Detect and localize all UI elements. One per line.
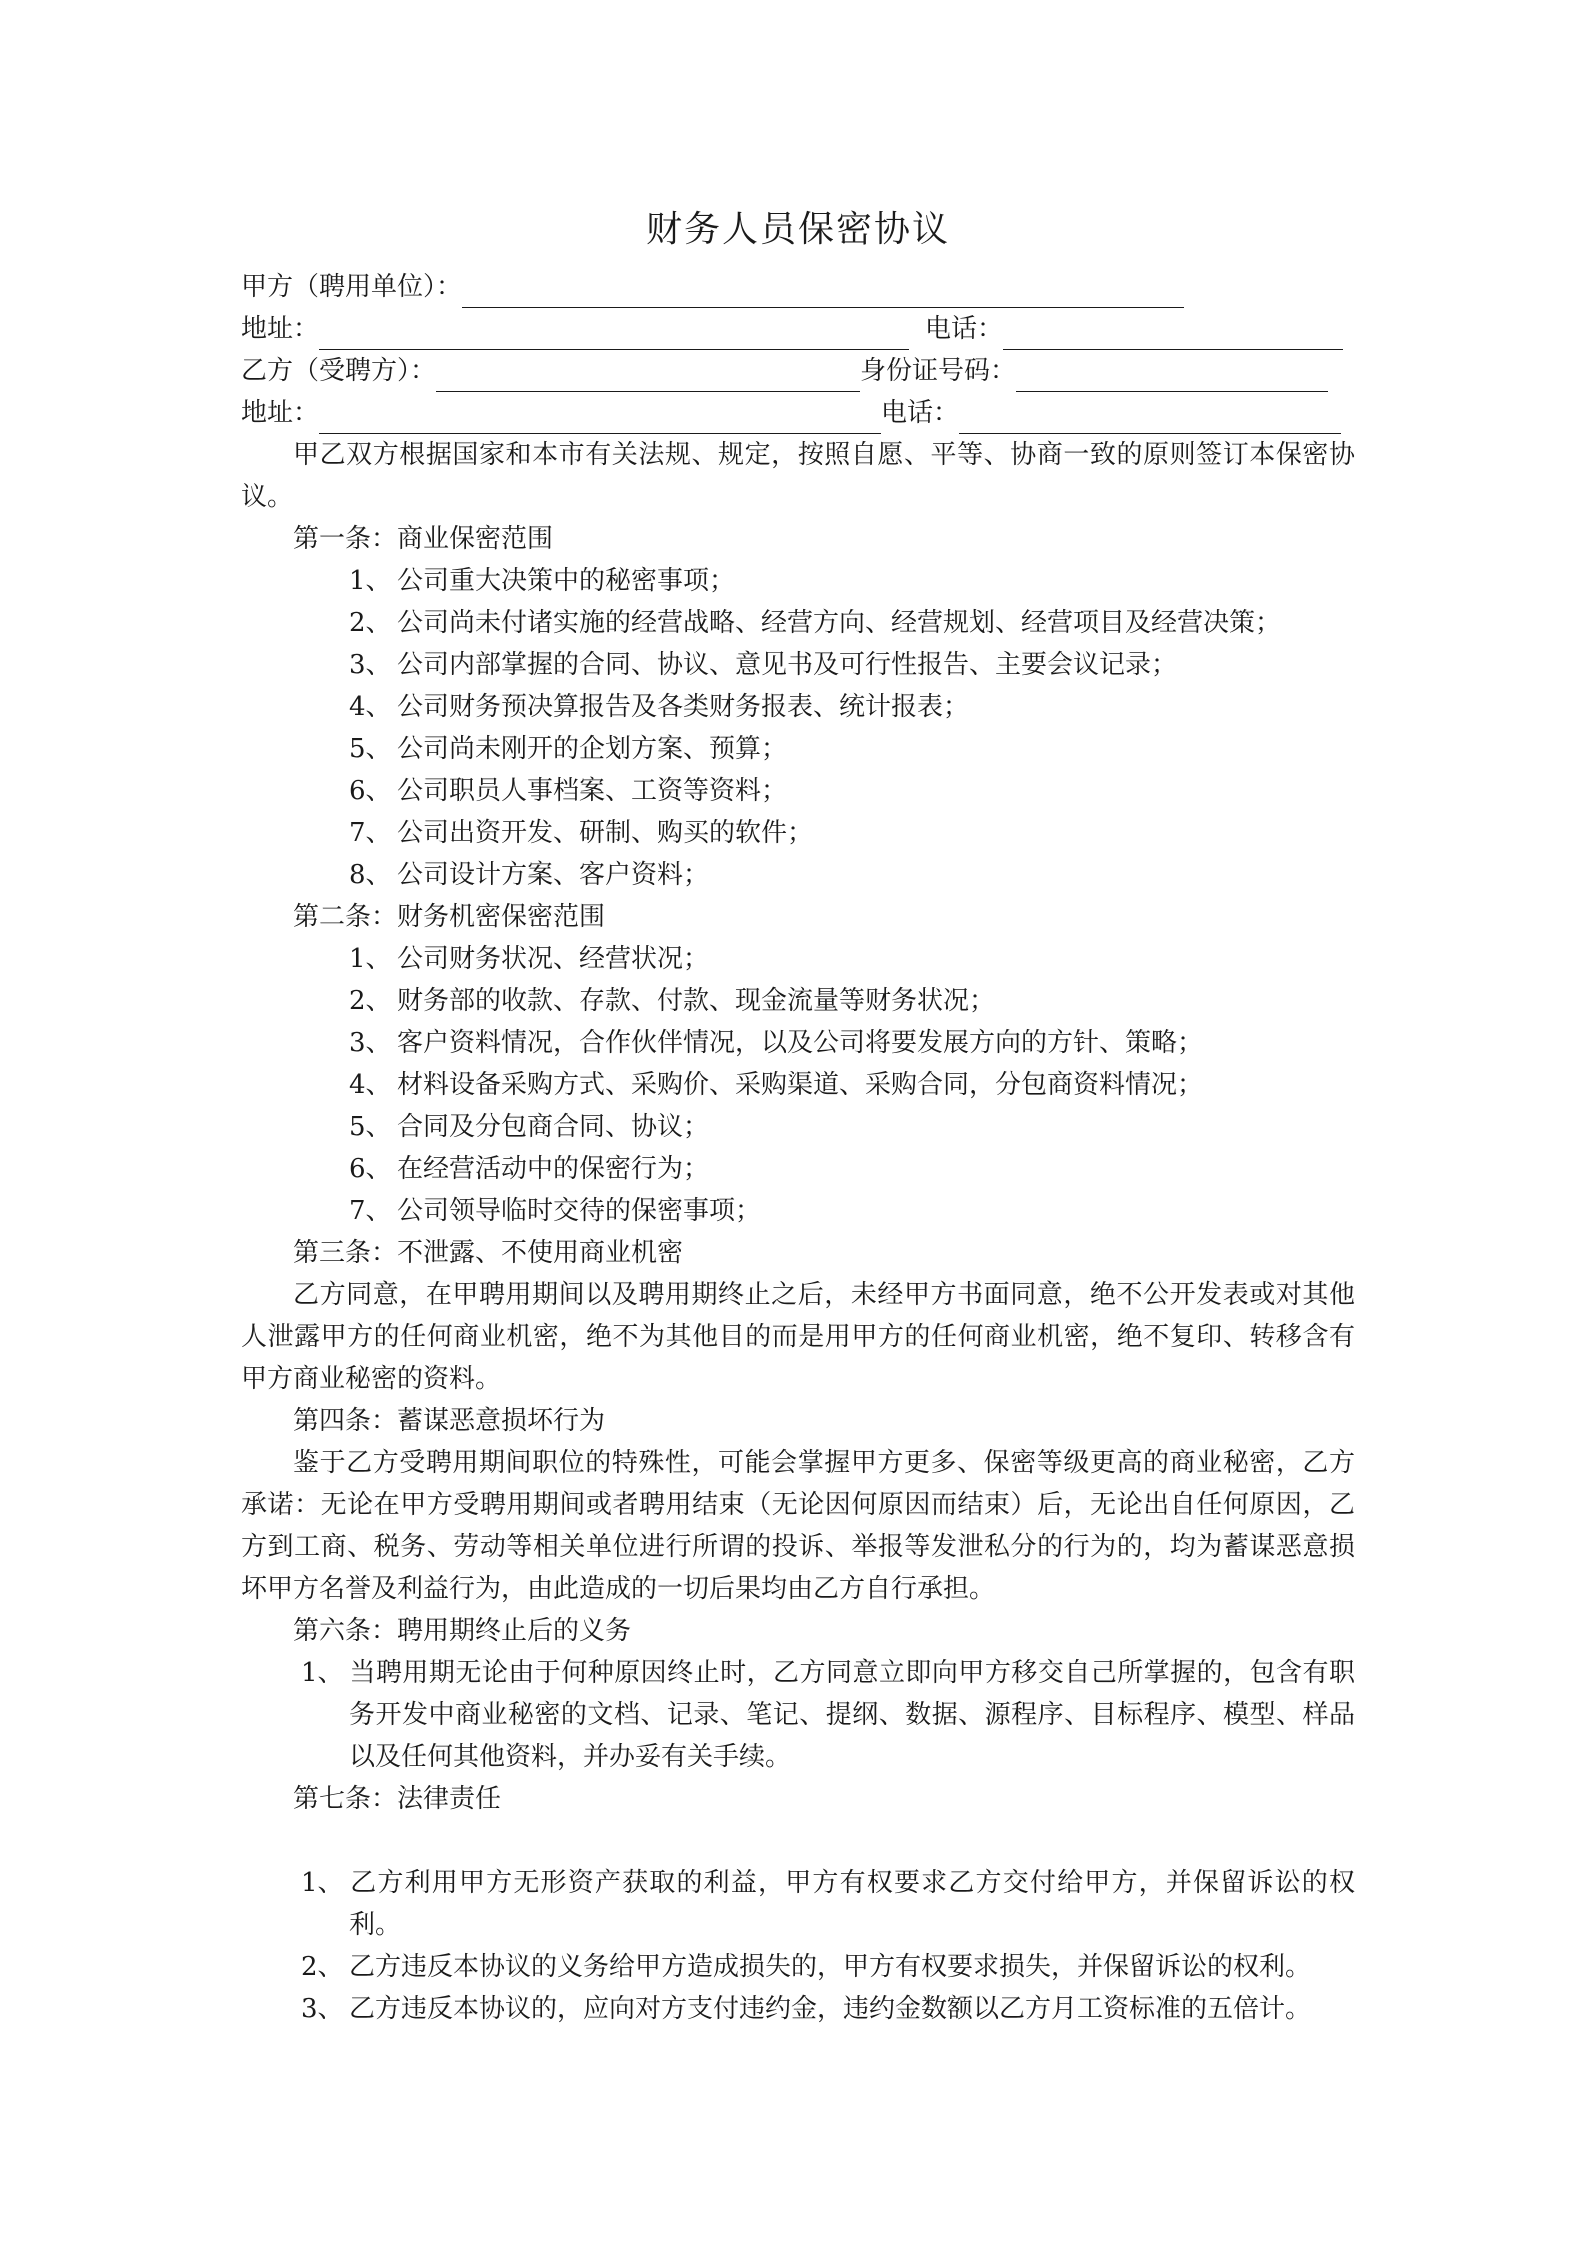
id-label: 身份证号码：	[860, 356, 1017, 386]
list-item: 6、 公司职员人事档案、工资等资料；	[349, 776, 788, 806]
party-b-blank[interactable]	[436, 359, 860, 392]
list-item: 2、 公司尚未付诸实施的经营战略、经营方向、经营规划、经营项目及经营决策；	[349, 608, 1282, 638]
list-item: 5、 合同及分包商合同、协议；	[349, 1112, 710, 1142]
list-item: 2、 财务部的收款、存款、付款、现金流量等财务状况；	[349, 986, 996, 1016]
list-item: 1、 公司重大决策中的秘密事项；	[349, 566, 736, 596]
intro-paragraph: 甲乙双方根据国家和本市有关法规、规定，按照自愿、平等、协商一致的原则签订本保密协议。	[241, 440, 1355, 512]
phone-a-blank[interactable]	[1003, 317, 1343, 350]
party-a-label: 甲方（聘用单位）：	[241, 272, 463, 302]
list-item: 4、 材料设备采购方式、采购价、采购渠道、采购合同，分包商资料情况；	[349, 1070, 1204, 1100]
article-2-list	[241, 938, 1355, 1232]
article-4-body: 鉴于乙方受聘用期间职位的特殊性，可能会掌握甲方更多、保密等级更高的商业秘密，乙方承诺：无论在甲方受聘用期间或者聘用结束（无论因何原因而结束）后，无论出自任何原因，乙方到工商、税务、劳动等相关单位进行所谓的投诉、举报等发泄私分的行为的，均为蓄谋恶意损坏甲方名誉及利益行为，由此造成的一切后果均由乙方自行承担。	[241, 1448, 1355, 1604]
list-item: 6、 在经营活动中的保密行为；	[349, 1154, 710, 1184]
address-a-blank[interactable]	[319, 317, 909, 350]
party-a-blank[interactable]	[462, 275, 1184, 308]
spacer	[241, 1820, 1355, 1862]
id-blank[interactable]	[1016, 359, 1328, 392]
list-item: 5、 公司尚未刚开的企划方案、预算；	[349, 734, 788, 764]
article-6-list	[241, 1652, 1355, 1778]
list-item: 7、 公司领导临时交待的保密事项；	[349, 1196, 762, 1226]
article-7-heading: 第七条：法律责任	[293, 1784, 502, 1814]
address-b-label: 地址：	[241, 398, 320, 428]
party-a-line	[241, 266, 1355, 308]
document-page	[241, 200, 1355, 2030]
article-4-heading: 第四条：蓄谋恶意损坏行为	[293, 1406, 606, 1436]
phone-b-label: 电话：	[881, 398, 960, 428]
article-1-list	[241, 560, 1355, 896]
list-item: 3、 客户资料情况，合作伙伴情况，以及公司将要发展方向的方针、策略；	[349, 1028, 1204, 1058]
party-b-label: 乙方（受聘方）：	[241, 356, 437, 386]
document-title: 财务人员保密协议	[645, 209, 950, 250]
list-item: 3、 公司内部掌握的合同、协议、意见书及可行性报告、主要会议记录；	[349, 650, 1178, 680]
address-a-label: 地址：	[241, 314, 320, 344]
article-7-list	[241, 1862, 1355, 2030]
article-2-heading: 第二条：财务机密保密范围	[293, 902, 606, 932]
article-6-heading: 第六条：聘用期终止后的义务	[293, 1616, 632, 1646]
list-item: 7、 公司出资开发、研制、购买的软件；	[349, 818, 814, 848]
list-item: 1、 乙方利用甲方无形资产获取的利益，甲方有权要求乙方交付给甲方，并保留诉讼的权利。	[301, 1868, 1355, 1940]
list-item: 1、 当聘用期无论由于何种原因终止时，乙方同意立即向甲方移交自己所掌握的，包含有职务开发中商业秘密的文档、记录、笔记、提纲、数据、源程序、目标程序、模型、样品以及任何其他资料，并办妥有关手续。	[301, 1658, 1355, 1772]
address-b-line	[241, 392, 1355, 434]
list-item: 2、 乙方违反本协议的义务给甲方造成损失的，甲方有权要求损失，并保留诉讼的权利。	[301, 1952, 1312, 1982]
article-3-body: 乙方同意，在甲聘用期间以及聘用期终止之后，未经甲方书面同意，绝不公开发表或对其他人泄露甲方的任何商业机密，绝不为其他目的而是用甲方的任何商业机密，绝不复印、转移含有甲方商业秘密的资料。	[241, 1280, 1355, 1394]
article-1-heading: 第一条：商业保密范围	[293, 524, 554, 554]
article-3-heading: 第三条：不泄露、不使用商业机密	[293, 1238, 684, 1268]
party-b-line	[241, 350, 1355, 392]
phone-a-label: 电话：	[925, 314, 1004, 344]
list-item: 4、 公司财务预决算报告及各类财务报表、统计报表；	[349, 692, 970, 722]
phone-b-blank[interactable]	[959, 401, 1341, 434]
list-item: 8、 公司设计方案、客户资料；	[349, 860, 710, 890]
address-a-line	[241, 308, 1355, 350]
address-b-blank[interactable]	[319, 401, 881, 434]
list-item: 3、 乙方违反本协议的，应向对方支付违约金，违约金数额以乙方月工资标准的五倍计。	[301, 1994, 1312, 2024]
list-item: 1、 公司财务状况、经营状况；	[349, 944, 710, 974]
